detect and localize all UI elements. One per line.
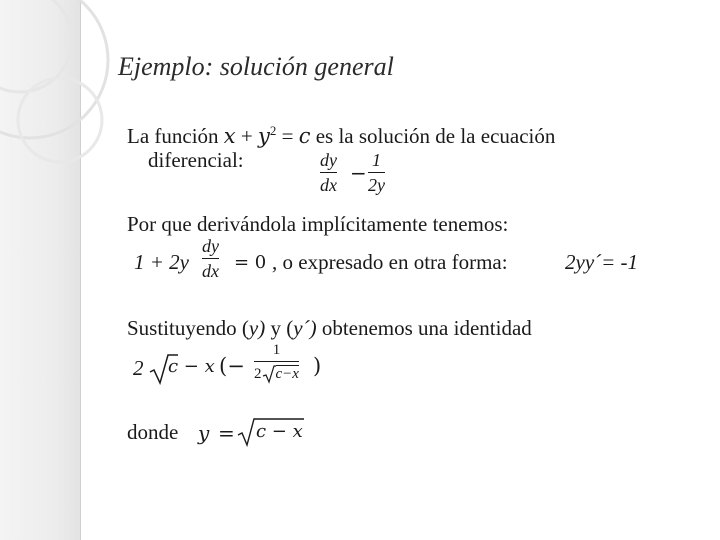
fraction-1-2y xyxy=(368,150,385,195)
close-paren: ) xyxy=(313,354,322,378)
fraction-denominator xyxy=(254,364,299,384)
fraction-bar xyxy=(368,172,385,173)
fraction-numerator: dy xyxy=(320,150,337,170)
fraction-numerator: dy xyxy=(202,236,219,256)
fraction-bar xyxy=(202,258,219,259)
open-paren-minus: (− xyxy=(219,354,245,378)
line1-prefix: La función xyxy=(127,124,219,148)
minus-sign: − xyxy=(350,161,367,185)
fraction-bar xyxy=(320,172,337,173)
line5 xyxy=(127,316,532,340)
fraction-numerator: 1 xyxy=(372,150,381,170)
denominator-radicand: c−x xyxy=(275,366,299,382)
equals-sign: = xyxy=(218,421,235,445)
line4-prefix: 1 + 2y xyxy=(134,250,189,274)
var-y: y) xyxy=(248,316,266,340)
line3: Por que derivándola implícitamente tenemos: xyxy=(127,212,509,236)
line1 xyxy=(127,119,555,148)
sqrt-sign xyxy=(262,364,276,384)
fraction-dy-dx xyxy=(320,150,337,195)
line4-middle: , o expresado en otra forma: xyxy=(272,250,508,274)
fraction-denominator: dx xyxy=(202,261,219,281)
line5-suffix: obtenemos una identidad xyxy=(316,316,532,340)
var-y-prime: y´) xyxy=(293,316,317,340)
var-x: x xyxy=(223,124,236,148)
equals-sign: = xyxy=(281,124,294,148)
line7-label: donde xyxy=(127,420,179,444)
line2-label: diferencial: xyxy=(148,148,244,172)
denominator-two: 2 xyxy=(254,365,262,382)
equals-zero: = 0 xyxy=(234,252,267,273)
fraction-denominator: dx xyxy=(320,175,337,195)
plus-sign: + xyxy=(240,124,253,148)
coefficient-two: 2 xyxy=(133,356,144,380)
line5-prefix: Sustituyendo ( xyxy=(127,316,249,340)
fraction-numerator: 1 xyxy=(272,342,281,358)
var-y: y xyxy=(198,421,210,445)
fraction-1-2sqrt xyxy=(254,342,299,384)
var-y: y xyxy=(257,124,270,148)
var-c: c xyxy=(298,124,311,148)
fraction-dy-dx xyxy=(202,236,219,281)
fraction-bar xyxy=(254,361,299,362)
sqrt-radicand: c − x xyxy=(168,356,215,377)
sqrt-radicand: c − x xyxy=(256,421,303,442)
exponent-2: 2 xyxy=(269,123,277,138)
line4-result: 2yy´= -1 xyxy=(565,250,639,274)
decorative-rings xyxy=(0,0,120,300)
slide-title: Ejemplo: solución general xyxy=(118,52,394,81)
line5-mid: y ( xyxy=(265,316,294,340)
fraction-denominator: 2y xyxy=(368,175,385,195)
line1-suffix: es la solución de la ecuación xyxy=(315,124,556,148)
